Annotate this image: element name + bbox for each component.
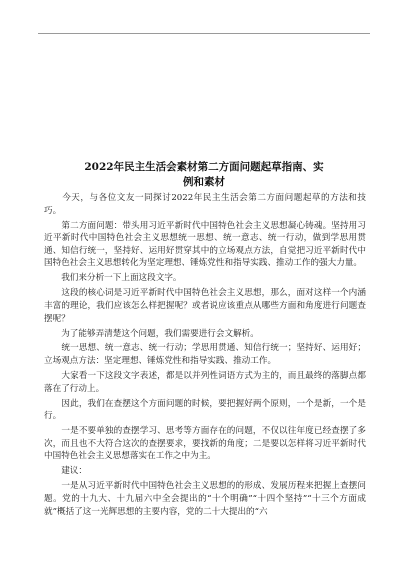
paragraph: 一是从习近平新时代中国特色社会主义思想的的形成、发展历程来把握上查摆问题。党的十九大、十九届六中全会提出的“十个明确”“十四个坚持”“十三个方面成就”概括了这一光辉思想的主要内容，党的二十大提出的“六 [44,481,366,517]
paragraph: 我们来分析一下上面这段文字。 [44,273,182,284]
document-body [44,192,366,521]
header-rule [38,33,370,34]
paragraph: 第二方面问题：带头用习近平新时代中国特色社会主义思想凝心铸魂。坚持用习近平新时代中国特色社会主义思想统一思想、统一意志、统一行动，做到学思用贯通、知信行统一，坚持好、运用好贯穿其中的立场观点方法，自觉把习近平新时代中国特色社会主义思想转化为坚定理想、锤炼党性和指导实践、推动工作的强大力量。 [44,220,366,269]
paragraph: 建议： [44,466,87,477]
document-title [44,160,364,190]
paragraph: 一是不要单独的查摆学习、思考等方面存在的问题，不仅以往年度已经查摆了多次，而且也不大符合这次的查摆要求，要找新的角度；二是要以怎样将习近平新时代中国特色社会主义思想落实在工作之中为主。 [44,426,366,462]
paragraph: 统一思想、统一意志、统一行动；学思用贯通、知信行统一；坚持好、运用好；立场观点方法：坚定理想、锤炼党性和指导实践、推动工作。 [44,343,366,367]
paragraph: 今天，与各位文友一同探讨2022年民主生活会第二方面问题起草的方法和技巧。 [44,193,366,216]
paragraph: 这段的核心词是习近平新时代中国特色社会主义思想，那么，面对这样一个内涵丰富的理论，我们应该怎么样把握呢？或者说应该重点从哪些方面和角度进行问题查摆呢？ [44,288,366,324]
title-line: 2022年民主生活会素材第二方面问题起草指南、实 [84,161,324,173]
paragraph: 因此，我们在查摆这个方面问题的时候，要把握好两个原则，一个是新，一个是行。 [44,398,366,422]
paragraph: 大家看一下这段文字表述，都是以并列性词语方式为主的，而且最终的落脚点都落在了行动上。 [44,371,366,394]
paragraph: 为了能够弄清楚这个问题，我们需要进行会文解析。 [44,328,259,339]
title-line: 例和素材 [183,176,225,188]
